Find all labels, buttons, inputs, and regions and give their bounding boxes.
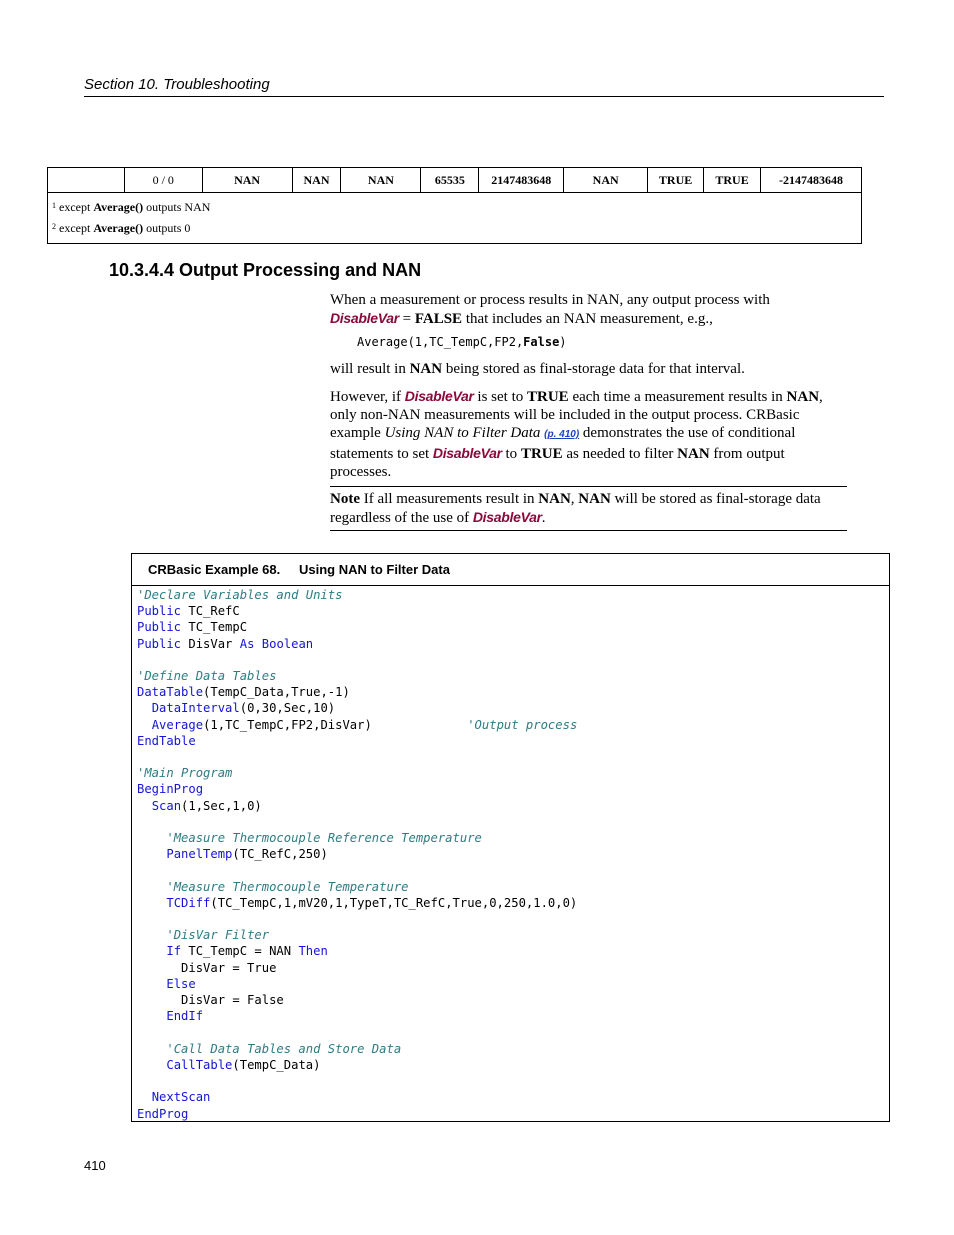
code-line: DataTable(TempC_Data,True,-1) (137, 685, 350, 700)
code-line (137, 862, 577, 878)
code-line: 'Declare Variables and Units (137, 588, 343, 602)
nan-results-table (47, 167, 862, 244)
page-number: 410 (84, 1158, 106, 1173)
code-line: 'Define Data Tables (137, 669, 277, 684)
code-line: 'Measure Thermocouple Reference Temperature (166, 831, 482, 846)
code-line: BeginProg (137, 782, 204, 797)
code-line: 'Call Data Tables and Store Data (166, 1041, 402, 1056)
code-line: EndIf (166, 1009, 204, 1024)
code-line (137, 1073, 577, 1089)
code-line: DisVar = False (137, 993, 284, 1008)
code-listing (137, 587, 577, 1122)
code-line: Scan(1,Sec,1,0) (151, 798, 262, 813)
table-footnotes (48, 193, 862, 244)
example-number: CRBasic Example 68. (148, 562, 281, 577)
code-line (137, 749, 577, 765)
code-line: 'Measure Thermocouple Temperature (166, 879, 409, 894)
note-block: Note If all measurements result in NAN, NAN will be stored as final-storage data regardless of the use of DisableVar. (330, 491, 821, 526)
code-line: 'Main Program (137, 766, 233, 781)
paragraph-3: However, if DisableVar is set to TRUE each time a measurement results in NAN, only non-NAN measurements will be included in the output process. CRBasic example Using NAN to Filter Data (p. 410) demonstrates the use of conditional statements to set DisableVar to TRUE as needed to filter NAN from output processes. (330, 388, 823, 480)
note-top-rule (330, 486, 847, 487)
table-cell: 2147483648 (479, 168, 564, 193)
table-cell: -2147483648 (761, 168, 862, 193)
code-line: If TC_TempC = NAN Then (166, 944, 328, 959)
code-line: Average(1,TC_TempC,FP2,DisVar) 'Output process (151, 717, 578, 732)
code-line: EndProg (137, 1106, 189, 1121)
table-cell: 0 / 0 (124, 168, 202, 193)
code-line (137, 814, 577, 830)
table-cell: 65535 (421, 168, 479, 193)
table-cell: TRUE (704, 168, 761, 193)
table-cell: NAN (202, 168, 292, 193)
code-line: Else (166, 976, 196, 991)
inline-code-example: Average(1,TC_TempC,FP2,False) (357, 335, 567, 349)
section-heading: 10.3.4.4 Output Processing and NAN (109, 260, 422, 280)
table-cell: NAN (292, 168, 341, 193)
footnote-2: $^2$ except Average() outputs 0 (52, 221, 191, 235)
code-line (137, 652, 577, 668)
code-line: TCDiff(TC_TempC,1,mV20,1,TypeT,TC_RefC,True,0,250,1.0,0) (166, 895, 578, 910)
paragraph-1: When a measurement or process results in NAN, any output process with DisableVar = FALSE that includes an NAN measurement, e.g., (330, 292, 770, 327)
code-line: Public TC_TempC (137, 620, 248, 635)
table-cell: NAN (341, 168, 421, 193)
header-rule (84, 96, 884, 97)
code-line: EndTable (137, 733, 196, 748)
code-line: PanelTemp(TC_RefC,250) (166, 847, 328, 862)
code-line: 'DisVar Filter (166, 928, 270, 943)
table-cell: TRUE (648, 168, 704, 193)
note-bottom-rule (330, 530, 847, 531)
table-row (48, 168, 862, 193)
table-cell: NAN (564, 168, 648, 193)
code-line: DisVar = True (137, 960, 277, 975)
code-line: Public DisVar As Boolean (137, 636, 314, 651)
code-line: DataInterval(0,30,Sec,10) (151, 701, 336, 716)
code-line (137, 1024, 577, 1040)
code-line: Public TC_RefC (137, 604, 240, 619)
page-reference-link[interactable]: (p. 410) (544, 429, 580, 440)
footnote-1: $^1$ except Average() outputs NAN (52, 200, 211, 214)
running-header: Section 10. Troubleshooting (84, 76, 270, 93)
example-title: Using NAN to Filter Data (299, 562, 450, 577)
code-line: CallTable(TempC_Data) (166, 1057, 321, 1072)
example-title-bar (132, 554, 889, 586)
crbasic-example-box (131, 553, 890, 1122)
code-line (137, 911, 577, 927)
paragraph-2: will result in NAN being stored as final-storage data for that interval. (330, 361, 745, 377)
table-cell (48, 168, 125, 193)
code-line: NextScan (151, 1090, 211, 1105)
